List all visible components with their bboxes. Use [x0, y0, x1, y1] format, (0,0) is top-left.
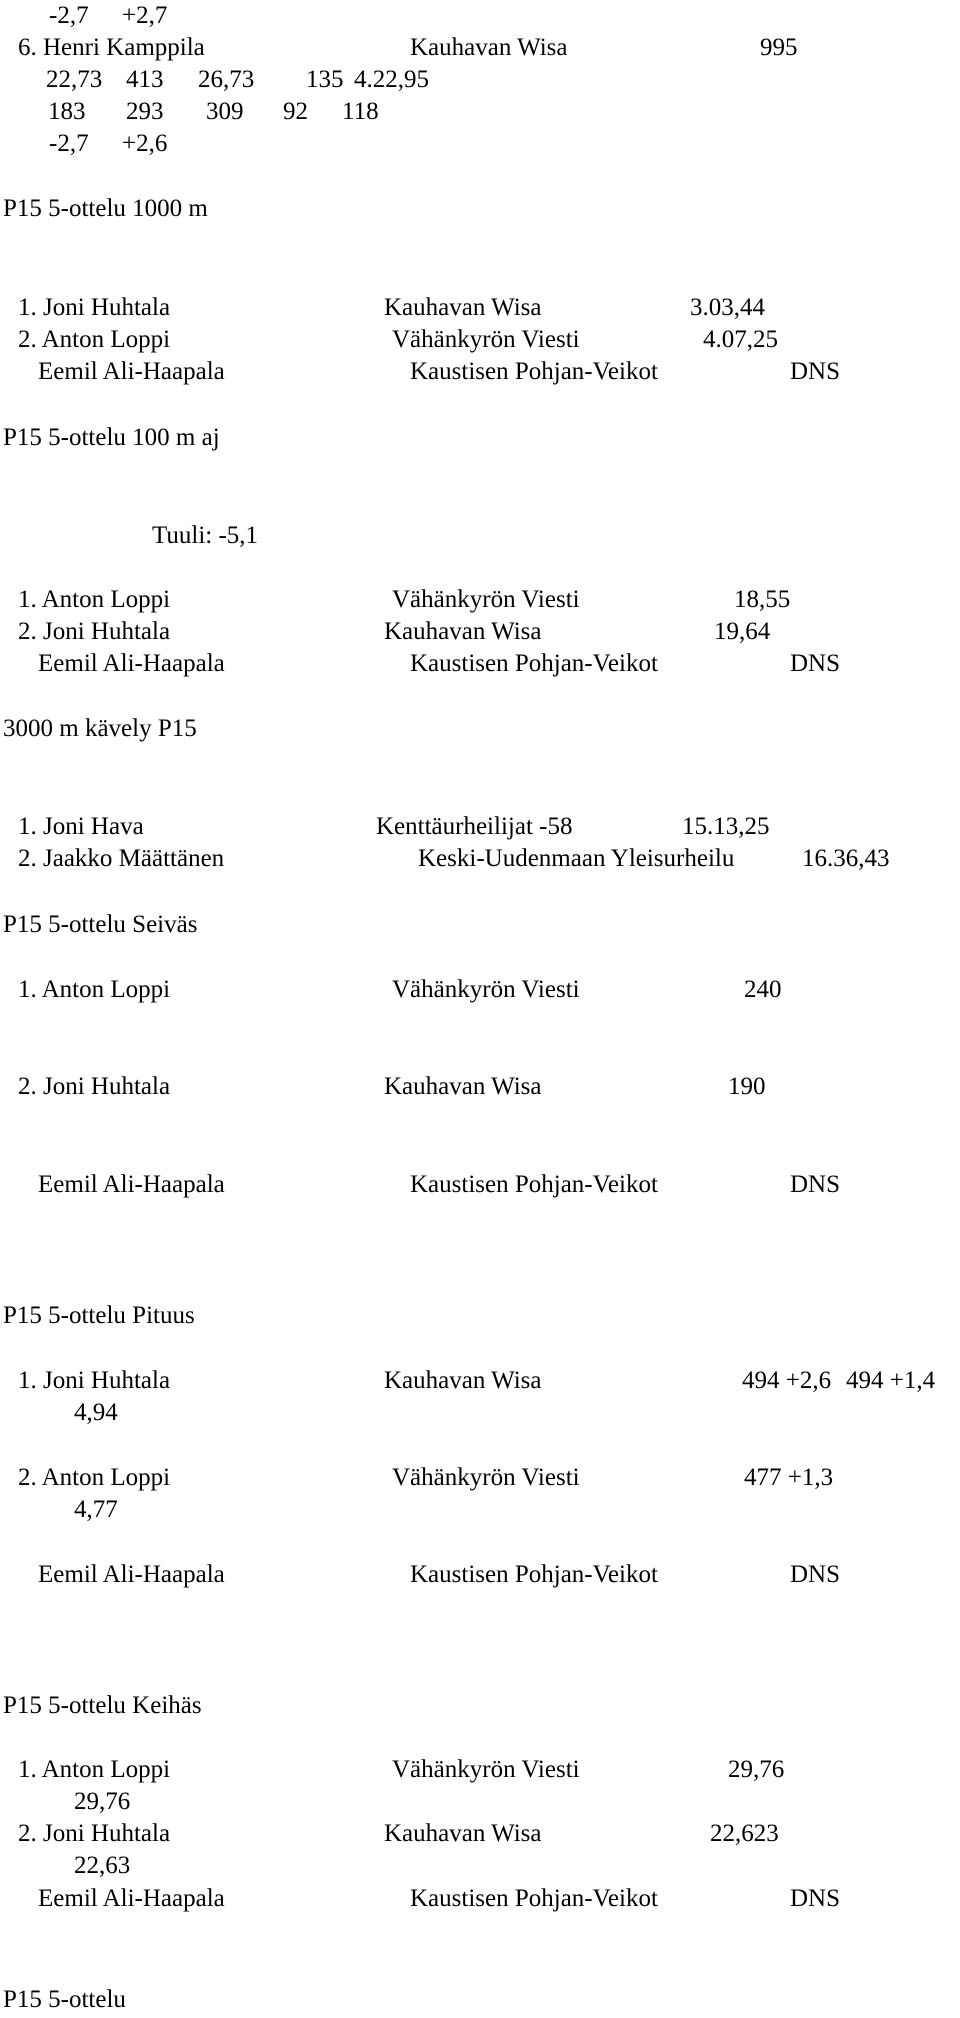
text-segment: 22,73 — [46, 66, 103, 93]
text-segment: 26,73 — [198, 66, 255, 93]
section-heading: P15 5-ottelu — [3, 1986, 126, 2013]
text-segment: -2,7 — [49, 130, 89, 157]
text-segment: Tuuli: -5,1 — [152, 522, 259, 549]
text-segment: 494 +1,4 — [846, 1367, 936, 1394]
text-segment: -2,7 — [49, 2, 89, 29]
text-segment: 4.22,95 — [354, 66, 429, 93]
text-segment: Vähänkyrön Viesti — [392, 976, 580, 1003]
text-segment: 2. Jaakko Määttänen — [18, 845, 225, 872]
text-segment: Kaustisen Pohjan-Veikot — [410, 1885, 658, 1912]
text-segment: 6. Henri Kamppila — [18, 34, 205, 61]
text-segment: DNS — [790, 1561, 841, 1588]
section-heading: P15 5-ottelu Keihäs — [3, 1692, 202, 1719]
text-segment: 2. Anton Loppi — [18, 326, 171, 353]
text-segment: 995 — [760, 34, 798, 61]
text-segment: 4,77 — [74, 1496, 118, 1523]
text-segment: 240 — [744, 976, 782, 1003]
text-segment: 19,64 — [714, 618, 771, 645]
text-segment: 4.07,25 — [703, 326, 778, 353]
text-segment: 494 +2,6 — [742, 1367, 832, 1394]
text-segment: 183 — [48, 98, 86, 125]
text-segment: Kaustisen Pohjan-Veikot — [410, 650, 658, 677]
text-segment: Kaustisen Pohjan-Veikot — [410, 1561, 658, 1588]
text-segment: 309 — [206, 98, 244, 125]
text-segment: 477 +1,3 — [744, 1464, 834, 1491]
text-segment: 1. Joni Hava — [18, 813, 144, 840]
text-segment: 4,94 — [74, 1399, 118, 1426]
text-segment: +2,7 — [122, 2, 168, 29]
text-segment: Kauhavan Wisa — [384, 1820, 542, 1847]
text-segment: 2. Joni Huhtala — [18, 1820, 171, 1847]
text-segment: 29,76 — [728, 1756, 785, 1783]
text-segment: Kaustisen Pohjan-Veikot — [410, 358, 658, 385]
text-segment: Kauhavan Wisa — [410, 34, 568, 61]
text-segment: 2. Anton Loppi — [18, 1464, 171, 1491]
text-segment: +2,6 — [122, 130, 168, 157]
text-segment: DNS — [790, 1171, 841, 1198]
text-segment: Kauhavan Wisa — [384, 1367, 542, 1394]
text-segment: 293 — [126, 98, 164, 125]
text-segment: 92 — [283, 98, 308, 125]
text-segment: Vähänkyrön Viesti — [392, 1756, 580, 1783]
text-segment: Eemil Ali-Haapala — [38, 1885, 225, 1912]
text-segment: 1. Anton Loppi — [18, 586, 171, 613]
text-segment: 135 — [306, 66, 344, 93]
text-segment: 118 — [342, 98, 379, 125]
text-segment: Kauhavan Wisa — [384, 618, 542, 645]
text-segment: Vähänkyrön Viesti — [392, 1464, 580, 1491]
text-segment: Kenttäurheilijat -58 — [376, 813, 573, 840]
text-segment: Kauhavan Wisa — [384, 1073, 542, 1100]
text-segment: DNS — [790, 358, 841, 385]
text-segment: 18,55 — [734, 586, 791, 613]
text-segment: Eemil Ali-Haapala — [38, 1561, 225, 1588]
text-segment: 1. Joni Huhtala — [18, 1367, 171, 1394]
text-segment: DNS — [790, 1885, 841, 1912]
section-heading: P15 5-ottelu Seiväs — [3, 911, 198, 938]
text-segment: 22,623 — [710, 1820, 779, 1847]
text-segment: Vähänkyrön Viesti — [392, 586, 580, 613]
text-segment: Vähänkyrön Viesti — [392, 326, 580, 353]
text-segment: DNS — [790, 650, 841, 677]
text-segment: 190 — [728, 1073, 766, 1100]
text-segment: Kauhavan Wisa — [384, 294, 542, 321]
section-heading: P15 5-ottelu Pituus — [3, 1302, 195, 1329]
text-segment: 29,76 — [74, 1788, 131, 1815]
text-segment: Keski-Uudenmaan Yleisurheilu — [418, 845, 735, 872]
text-segment: Eemil Ali-Haapala — [38, 650, 225, 677]
text-segment: 413 — [126, 66, 164, 93]
text-segment: 22,63 — [74, 1852, 131, 1879]
text-segment: 1. Joni Huhtala — [18, 294, 171, 321]
section-heading: 3000 m kävely P15 — [3, 715, 197, 742]
text-segment: Eemil Ali-Haapala — [38, 358, 225, 385]
text-segment: 2. Joni Huhtala — [18, 1073, 171, 1100]
text-segment: 15.13,25 — [682, 813, 770, 840]
text-segment: 16.36,43 — [802, 845, 890, 872]
section-heading: P15 5-ottelu 100 m aj — [3, 424, 220, 451]
section-heading: P15 5-ottelu 1000 m — [3, 195, 208, 222]
text-segment: 3.03,44 — [690, 294, 765, 321]
text-segment: Kaustisen Pohjan-Veikot — [410, 1171, 658, 1198]
text-segment: 1. Anton Loppi — [18, 1756, 171, 1783]
text-segment: 2. Joni Huhtala — [18, 618, 171, 645]
text-segment: Eemil Ali-Haapala — [38, 1171, 225, 1198]
text-segment: 1. Anton Loppi — [18, 976, 171, 1003]
